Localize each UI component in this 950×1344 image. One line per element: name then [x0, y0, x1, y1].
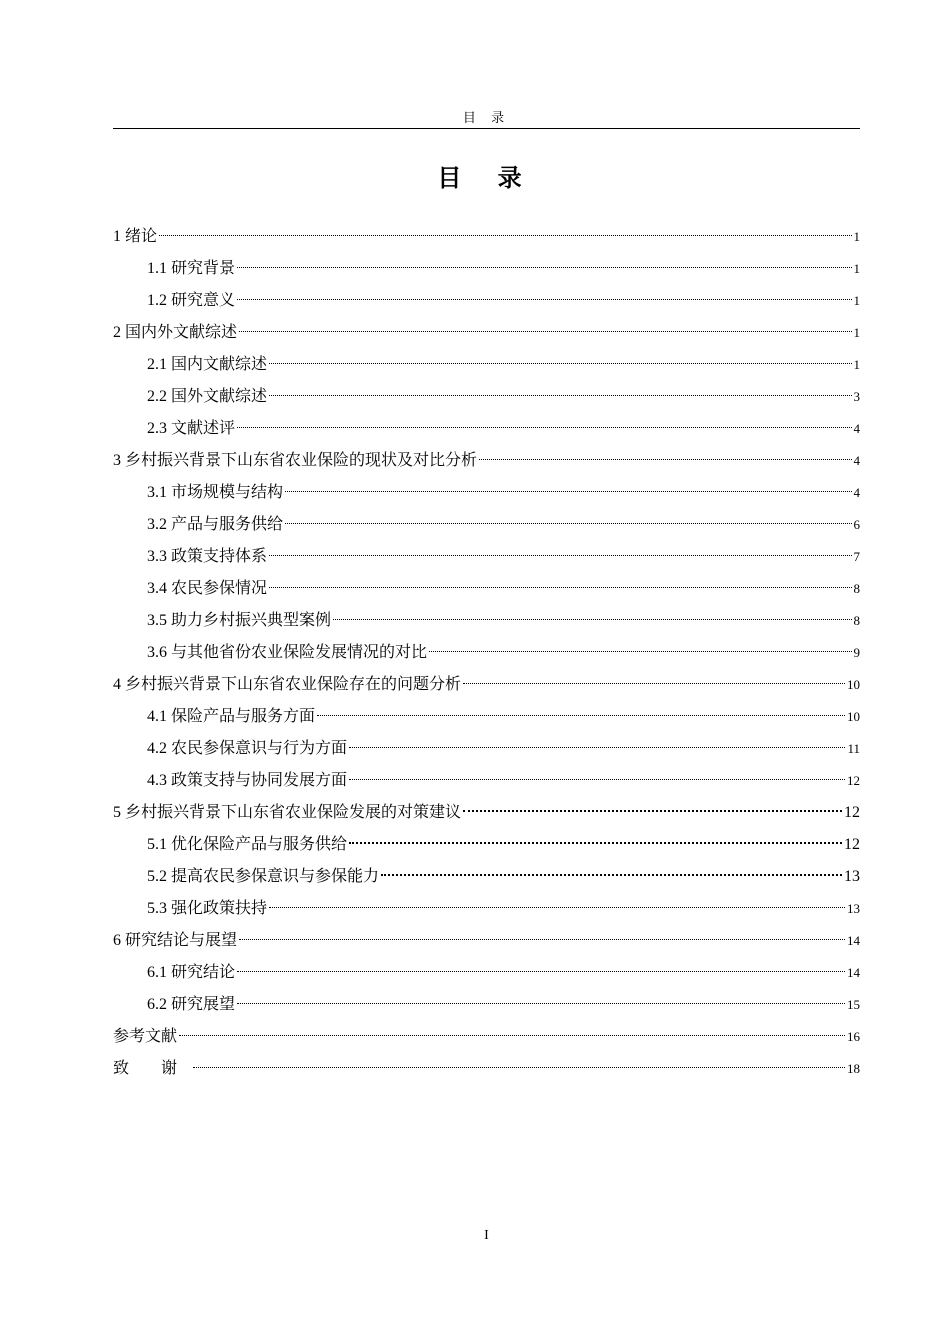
toc-entry-label: 4 乡村振兴背景下山东省农业保险存在的问题分析: [113, 676, 462, 693]
toc-entry-page: 1: [853, 293, 860, 308]
toc-entry[interactable]: [113, 573, 860, 605]
toc-entry[interactable]: [113, 445, 860, 477]
toc-leader-dots: [269, 555, 851, 556]
toc-entry-page: 13: [847, 901, 860, 916]
toc-leader-dots: [237, 299, 851, 300]
toc-entry[interactable]: [113, 701, 860, 733]
toc-entry-page: 10: [847, 677, 860, 692]
toc-entry[interactable]: [113, 541, 860, 573]
toc-entry-page: 4: [853, 485, 860, 500]
toc-entry-label: 3.3 政策支持体系: [147, 548, 268, 565]
toc-entry-page: 12: [844, 804, 860, 821]
toc-entry[interactable]: [113, 733, 860, 765]
toc-leader-dots: [237, 971, 845, 972]
toc-entry-page: 14: [847, 965, 860, 980]
toc-entry[interactable]: [113, 637, 860, 669]
toc-leader-dots: [239, 331, 851, 332]
toc-entry[interactable]: [113, 669, 860, 701]
toc-leader-dots: [463, 683, 845, 684]
toc-entry-label: 致 谢: [113, 1060, 192, 1077]
toc-entry-label: 3.2 产品与服务供给: [147, 516, 284, 533]
toc-entry-page: 1: [853, 357, 860, 372]
toc-leader-dots: [269, 363, 851, 364]
toc-entry-page: 12: [847, 773, 860, 788]
toc-entry-page: 3: [853, 389, 860, 404]
toc-leader-dots: [269, 395, 851, 396]
toc-entry-page: 8: [853, 581, 860, 596]
toc-entry-page: 10: [847, 709, 860, 724]
toc-entry-label: 6.2 研究展望: [147, 996, 236, 1013]
toc-entry-label: 3.1 市场规模与结构: [147, 484, 284, 501]
toc-entry-label: 2.3 文献述评: [147, 420, 236, 437]
toc-leader-dots: [237, 267, 851, 268]
toc-entry-label: 1.2 研究意义: [147, 292, 236, 309]
toc-entry[interactable]: [113, 221, 860, 253]
toc-leader-dots: [349, 779, 845, 780]
toc-entry-label: 3.4 农民参保情况: [147, 580, 268, 597]
toc-entry[interactable]: [113, 893, 860, 925]
toc-entry-label: 4.2 农民参保意识与行为方面: [147, 740, 348, 757]
toc-leader-dots: [237, 427, 851, 428]
toc-entry-page: 1: [853, 261, 860, 276]
toc-entry-page: 8: [853, 613, 860, 628]
toc-leader-dots: [179, 1035, 845, 1036]
toc-entry-label: 6 研究结论与展望: [113, 932, 238, 949]
toc-entry-label: 5.2 提高农民参保意识与参保能力: [147, 868, 380, 885]
toc-entry-page: 1: [853, 229, 860, 244]
toc-entry[interactable]: [113, 381, 860, 413]
running-header: 目 录: [462, 110, 511, 125]
toc-entry-label: 参考文献: [113, 1028, 178, 1045]
toc-leader-dots: [317, 715, 845, 716]
toc-entry-label: 6.1 研究结论: [147, 964, 236, 981]
toc-leader-dots: [237, 1003, 845, 1004]
toc-entry-page: 9: [853, 645, 860, 660]
toc-entry-page: 1: [853, 325, 860, 340]
toc-entry-label: 1.1 研究背景: [147, 260, 236, 277]
toc-entry[interactable]: [113, 797, 860, 829]
toc-entry-label: 3.5 助力乡村振兴典型案例: [147, 612, 332, 629]
toc-entry[interactable]: [113, 253, 860, 285]
toc-entry-label: 5.1 优化保险产品与服务供给: [147, 836, 348, 853]
toc-leader-dots: [159, 235, 851, 236]
toc-entry-page: 6: [853, 517, 860, 532]
toc-entry[interactable]: [113, 605, 860, 637]
toc-entry-label: 2.1 国内文献综述: [147, 356, 268, 373]
toc-leader-dots: [239, 939, 845, 940]
toc-entry-page: 14: [847, 933, 860, 948]
toc-entry[interactable]: [113, 477, 860, 509]
toc-entry-label: 5.3 强化政策扶持: [147, 900, 268, 917]
toc-entry[interactable]: [113, 861, 860, 893]
toc-entry-page: 12: [844, 836, 860, 853]
toc-entry-label: 2 国内外文献综述: [113, 324, 238, 341]
toc-leader-dots: [193, 1067, 845, 1068]
toc-entry-label: 1 绪论: [113, 228, 158, 245]
toc-entry[interactable]: [113, 509, 860, 541]
toc-entry-label: 2.2 国外文献综述: [147, 388, 268, 405]
page-title: 目 录: [437, 164, 536, 192]
toc-leader-dots: [463, 810, 842, 812]
header-rule: [113, 128, 860, 129]
page-number: I: [484, 1228, 489, 1243]
toc-entry[interactable]: [113, 285, 860, 317]
toc-entry-page: 13: [844, 868, 860, 885]
toc-entry-label: 3.6 与其他省份农业保险发展情况的对比: [147, 644, 428, 661]
toc-entry[interactable]: [113, 317, 860, 349]
toc-entry-page: 11: [847, 741, 860, 756]
toc-entry[interactable]: [113, 1021, 860, 1053]
toc-leader-dots: [479, 459, 851, 460]
toc-entry-page: 15: [847, 997, 860, 1012]
toc-entry[interactable]: [113, 989, 860, 1021]
toc-entry-page: 4: [853, 421, 860, 436]
toc-leader-dots: [269, 587, 851, 588]
toc-entry-label: 4.1 保险产品与服务方面: [147, 708, 316, 725]
toc-entry[interactable]: [113, 1053, 860, 1085]
toc-entry-label: 3 乡村振兴背景下山东省农业保险的现状及对比分析: [113, 452, 478, 469]
toc-leader-dots: [381, 874, 842, 876]
toc-entry-page: 16: [847, 1029, 860, 1044]
toc-leader-dots: [349, 842, 842, 844]
toc-entry[interactable]: [113, 413, 860, 445]
toc-entry-label: 5 乡村振兴背景下山东省农业保险发展的对策建议: [113, 804, 462, 821]
toc-entry[interactable]: [113, 925, 860, 957]
table-of-contents: [113, 221, 860, 1085]
toc-entry-label: 4.3 政策支持与协同发展方面: [147, 772, 348, 789]
toc-entry[interactable]: [113, 765, 860, 797]
toc-entry-page: 4: [853, 453, 860, 468]
toc-leader-dots: [285, 491, 851, 492]
toc-entry[interactable]: [113, 349, 860, 381]
toc-leader-dots: [349, 747, 845, 748]
toc-leader-dots: [269, 907, 845, 908]
toc-entry[interactable]: [113, 829, 860, 861]
toc-entry[interactable]: [113, 957, 860, 989]
toc-entry-page: 18: [847, 1061, 860, 1076]
toc-leader-dots: [333, 619, 851, 620]
toc-entry-page: 7: [853, 549, 860, 564]
toc-leader-dots: [429, 651, 851, 652]
toc-leader-dots: [285, 523, 851, 524]
